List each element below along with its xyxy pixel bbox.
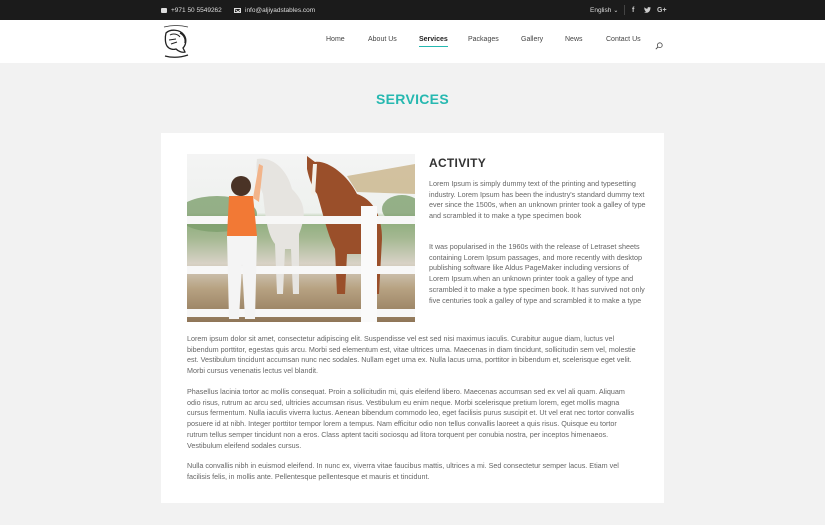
horse-logo-icon <box>160 23 192 61</box>
nav-contact-us[interactable]: Contact Us <box>606 36 641 43</box>
intro-paragraph: Lorem Ipsum is simply dummy text of the printing and typesetting industry. Lorem Ipsum has been the industry's standard dummy text ever since the 1500s, when an unknown printer took a galley of type and scrambled it to make a type specimen book <box>429 179 646 221</box>
page-title: SERVICES <box>376 91 449 107</box>
phone-contact[interactable] <box>161 0 222 20</box>
nav-packages[interactable]: Packages <box>468 36 499 43</box>
email-address: info@aljiyadstables.com <box>245 6 316 14</box>
intro-paragraph: It was popularised in the 1960s with the release of Letraset sheets containing Lorem Ipsum passages, and more recently with desktop publishing software like Aldus PageMaker including versions of Lorem Ipsum.when an unknown printer took a galley of type and scrambled it to make a type specimen book. It has survived not only five centuries took a galley of type and scrambled it to make a type <box>429 242 645 305</box>
nav-home[interactable]: Home <box>326 36 345 43</box>
facebook-icon[interactable]: f <box>632 6 635 14</box>
email-contact[interactable] <box>234 0 315 20</box>
nav-about-us[interactable]: About Us <box>368 36 397 43</box>
site-logo[interactable] <box>160 23 192 61</box>
divider <box>624 5 625 15</box>
top-bar <box>0 0 825 20</box>
phone-number: +971 50 5549262 <box>171 6 222 14</box>
nav-gallery[interactable]: Gallery <box>521 36 544 43</box>
activity-photo <box>187 154 415 322</box>
body-paragraph: Lorem ipsum dolor sit amet, consectetur adipiscing elit. Suspendisse vel est sed nisi maximus iaculis. Curabitur augue diam, luctus vel bibendum porttitor, egestas quis arcu. Morbi sed elementum est, vitae ultrices urna. Maecenas in diam tincidunt, sollicitudin sem vel, molestie est. Vestibulum tincidunt accumsan nunc nec sodales. Nullam eget urna ex. Nulla lacus urna, porttitor in bibendum et, scelerisque eget velit. Morbi cursus venenatis lectus vel blandit. <box>187 334 636 376</box>
nav-news[interactable]: News <box>565 36 583 43</box>
google-plus-icon[interactable]: G+ <box>657 6 667 14</box>
activity-heading: ACTIVITY <box>429 156 487 170</box>
service-card <box>161 133 664 503</box>
twitter-icon[interactable] <box>644 0 651 20</box>
mail-icon <box>234 8 241 13</box>
language-label: English <box>590 6 612 14</box>
body-paragraph: Nulla convallis nibh in euismod eleifend. In nunc ex, viverra vitae faucibus mattis, ultrices a mi. Sed consectetur semper lacus. Etiam vel facilisis felis, in mollis ante. Pellentesque pellentesque et mauris et tincidunt. <box>187 461 619 481</box>
chevron-down-icon: ⌄ <box>613 7 619 14</box>
phone-icon <box>161 8 167 13</box>
main-header <box>0 20 825 63</box>
nav-services[interactable]: Services <box>419 36 448 43</box>
language-selector[interactable] <box>590 0 618 20</box>
search-icon[interactable] <box>655 37 663 45</box>
horse-photo-illustration <box>187 154 415 322</box>
body-paragraph: Phasellus lacinia tortor ac mollis consequat. Proin a sollicitudin mi, quis eleifend libero. Maecenas accumsan sed ex vel ali quam. Aliquam odio risus, rutrum ac arcu sed, ultricies accumsan risus. Vestibulum eu enim neque. Morbi scelerisque pretium lorem, eget mollis magna cursus fermentum. Nulla iaculis viverra luctus. Aenean bibendum commodo leo, eget facilisis purus suscipit et. Ut vel erat nec tortor convallis posuere id at nibh. Integer porttitor tempor lorem a tempus. Nam efficitur odio non tellus convallis laoreet a quis risus. Quisque eu tortor rutrum tellus semper tincidunt non a eros. Class aptent taciti sociosqu ad litora torquent per conubia nostra, per inceptos himenaeos. Vestibulum eleifend sodales cursus. <box>187 387 635 450</box>
